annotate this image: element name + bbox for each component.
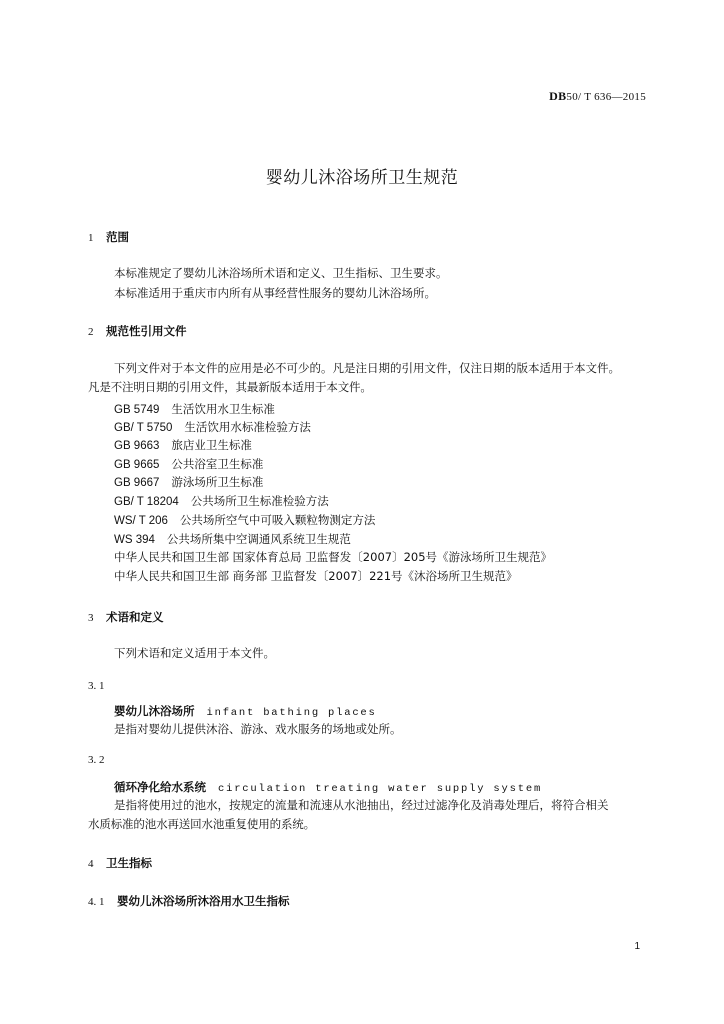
term-english: infant bathing places	[206, 707, 377, 719]
term-definition-continuation: 水质标准的池水再送回水池重复使用的系统。	[88, 817, 315, 831]
standard-code	[549, 89, 646, 104]
section-number: 4	[88, 858, 94, 870]
reference-title: 公共场所空气中可吸入颗粒物测定方法	[179, 513, 376, 527]
reference-code: GB/ T 5750	[114, 422, 173, 434]
reference-code: GB 5749	[114, 404, 160, 416]
reference-item	[114, 419, 311, 436]
term-number	[88, 751, 105, 768]
reference-title: 生活饮用水标准检验方法	[184, 420, 311, 434]
reference-title: 游泳场所卫生标准	[171, 475, 264, 489]
term-definition: 是指对婴幼儿提供沐浴、游泳、戏水服务的场地或处所。	[114, 722, 402, 736]
subsection-number: 4. 1	[88, 896, 105, 908]
reference-title: 旅店业卫生标准	[171, 438, 252, 452]
term-number-text: 3. 2	[88, 754, 105, 766]
document-title: 婴幼儿沐浴场所卫生规范	[265, 168, 459, 188]
section-number: 3	[88, 612, 94, 624]
reference-code: GB/ T 18204	[114, 496, 179, 508]
section-title: 术语和定义	[106, 610, 164, 624]
standard-code-prefix: DB	[549, 89, 567, 103]
reference-item: 中华人民共和国卫生部 商务部 卫监督发〔2007〕221号《沐浴场所卫生规范》	[114, 569, 518, 583]
term-english: circulation treating water supply system	[218, 783, 543, 795]
section-4-heading	[88, 855, 152, 872]
paragraph: 下列术语和定义适用于本文件。	[114, 646, 275, 660]
section-title: 范围	[106, 230, 129, 244]
paragraph-continuation: 凡是不注明日期的引用文件，其最新版本适用于本文件。	[88, 380, 372, 394]
reference-code: WS/ T 206	[114, 515, 168, 527]
section-3-heading	[88, 609, 164, 626]
page-number: 1	[634, 941, 640, 952]
section-title: 卫生指标	[106, 856, 152, 870]
section-1-heading	[88, 229, 129, 246]
reference-item	[114, 456, 263, 473]
reference-item	[114, 531, 351, 548]
term-heading	[114, 703, 377, 721]
section-2-heading	[88, 323, 187, 340]
section-number: 1	[88, 232, 94, 244]
reference-title: 公共场所集中空调通风系统卫生规范	[166, 532, 351, 546]
term-definition: 是指将使用过的池水，按规定的流量和流速从水池抽出，经过过滤净化及消毒处理后，将符合相关	[114, 798, 609, 812]
subsection-4-1-heading	[88, 893, 290, 910]
reference-code: GB 9663	[114, 440, 160, 452]
term-heading	[114, 779, 542, 797]
reference-item	[114, 437, 252, 454]
reference-item	[114, 512, 375, 529]
section-title: 规范性引用文件	[106, 324, 187, 338]
reference-item	[114, 401, 275, 418]
standard-code-number: 50/ T 636—2015	[566, 91, 646, 103]
reference-item	[114, 493, 329, 510]
reference-code: GB 9667	[114, 477, 160, 489]
section-number: 2	[88, 326, 94, 338]
reference-title: 公共场所卫生标准检验方法	[190, 494, 329, 508]
paragraph: 本标准规定了婴幼儿沐浴场所术语和定义、卫生指标、卫生要求。	[114, 266, 448, 280]
subsection-title: 婴幼儿沐浴场所沐浴用水卫生指标	[117, 894, 290, 908]
reference-item: 中华人民共和国卫生部 国家体育总局 卫监督发〔2007〕205号《游泳场所卫生规范》	[114, 550, 553, 564]
reference-code: GB 9665	[114, 459, 160, 471]
reference-code: WS 394	[114, 534, 155, 546]
reference-title: 生活饮用水卫生标准	[171, 402, 275, 416]
term-chinese: 婴幼儿沐浴场所	[114, 704, 195, 718]
reference-title: 公共浴室卫生标准	[171, 457, 264, 471]
term-number-text: 3. 1	[88, 680, 105, 692]
reference-item	[114, 474, 263, 491]
paragraph: 本标准适用于重庆市内所有从事经营性服务的婴幼儿沐浴场所。	[114, 286, 436, 300]
paragraph: 下列文件对于本文件的应用是必不可少的。凡是注日期的引用文件，仅注日期的版本适用于本文件。	[114, 361, 620, 375]
term-chinese: 循环净化给水系统	[114, 780, 206, 794]
term-number	[88, 677, 105, 694]
